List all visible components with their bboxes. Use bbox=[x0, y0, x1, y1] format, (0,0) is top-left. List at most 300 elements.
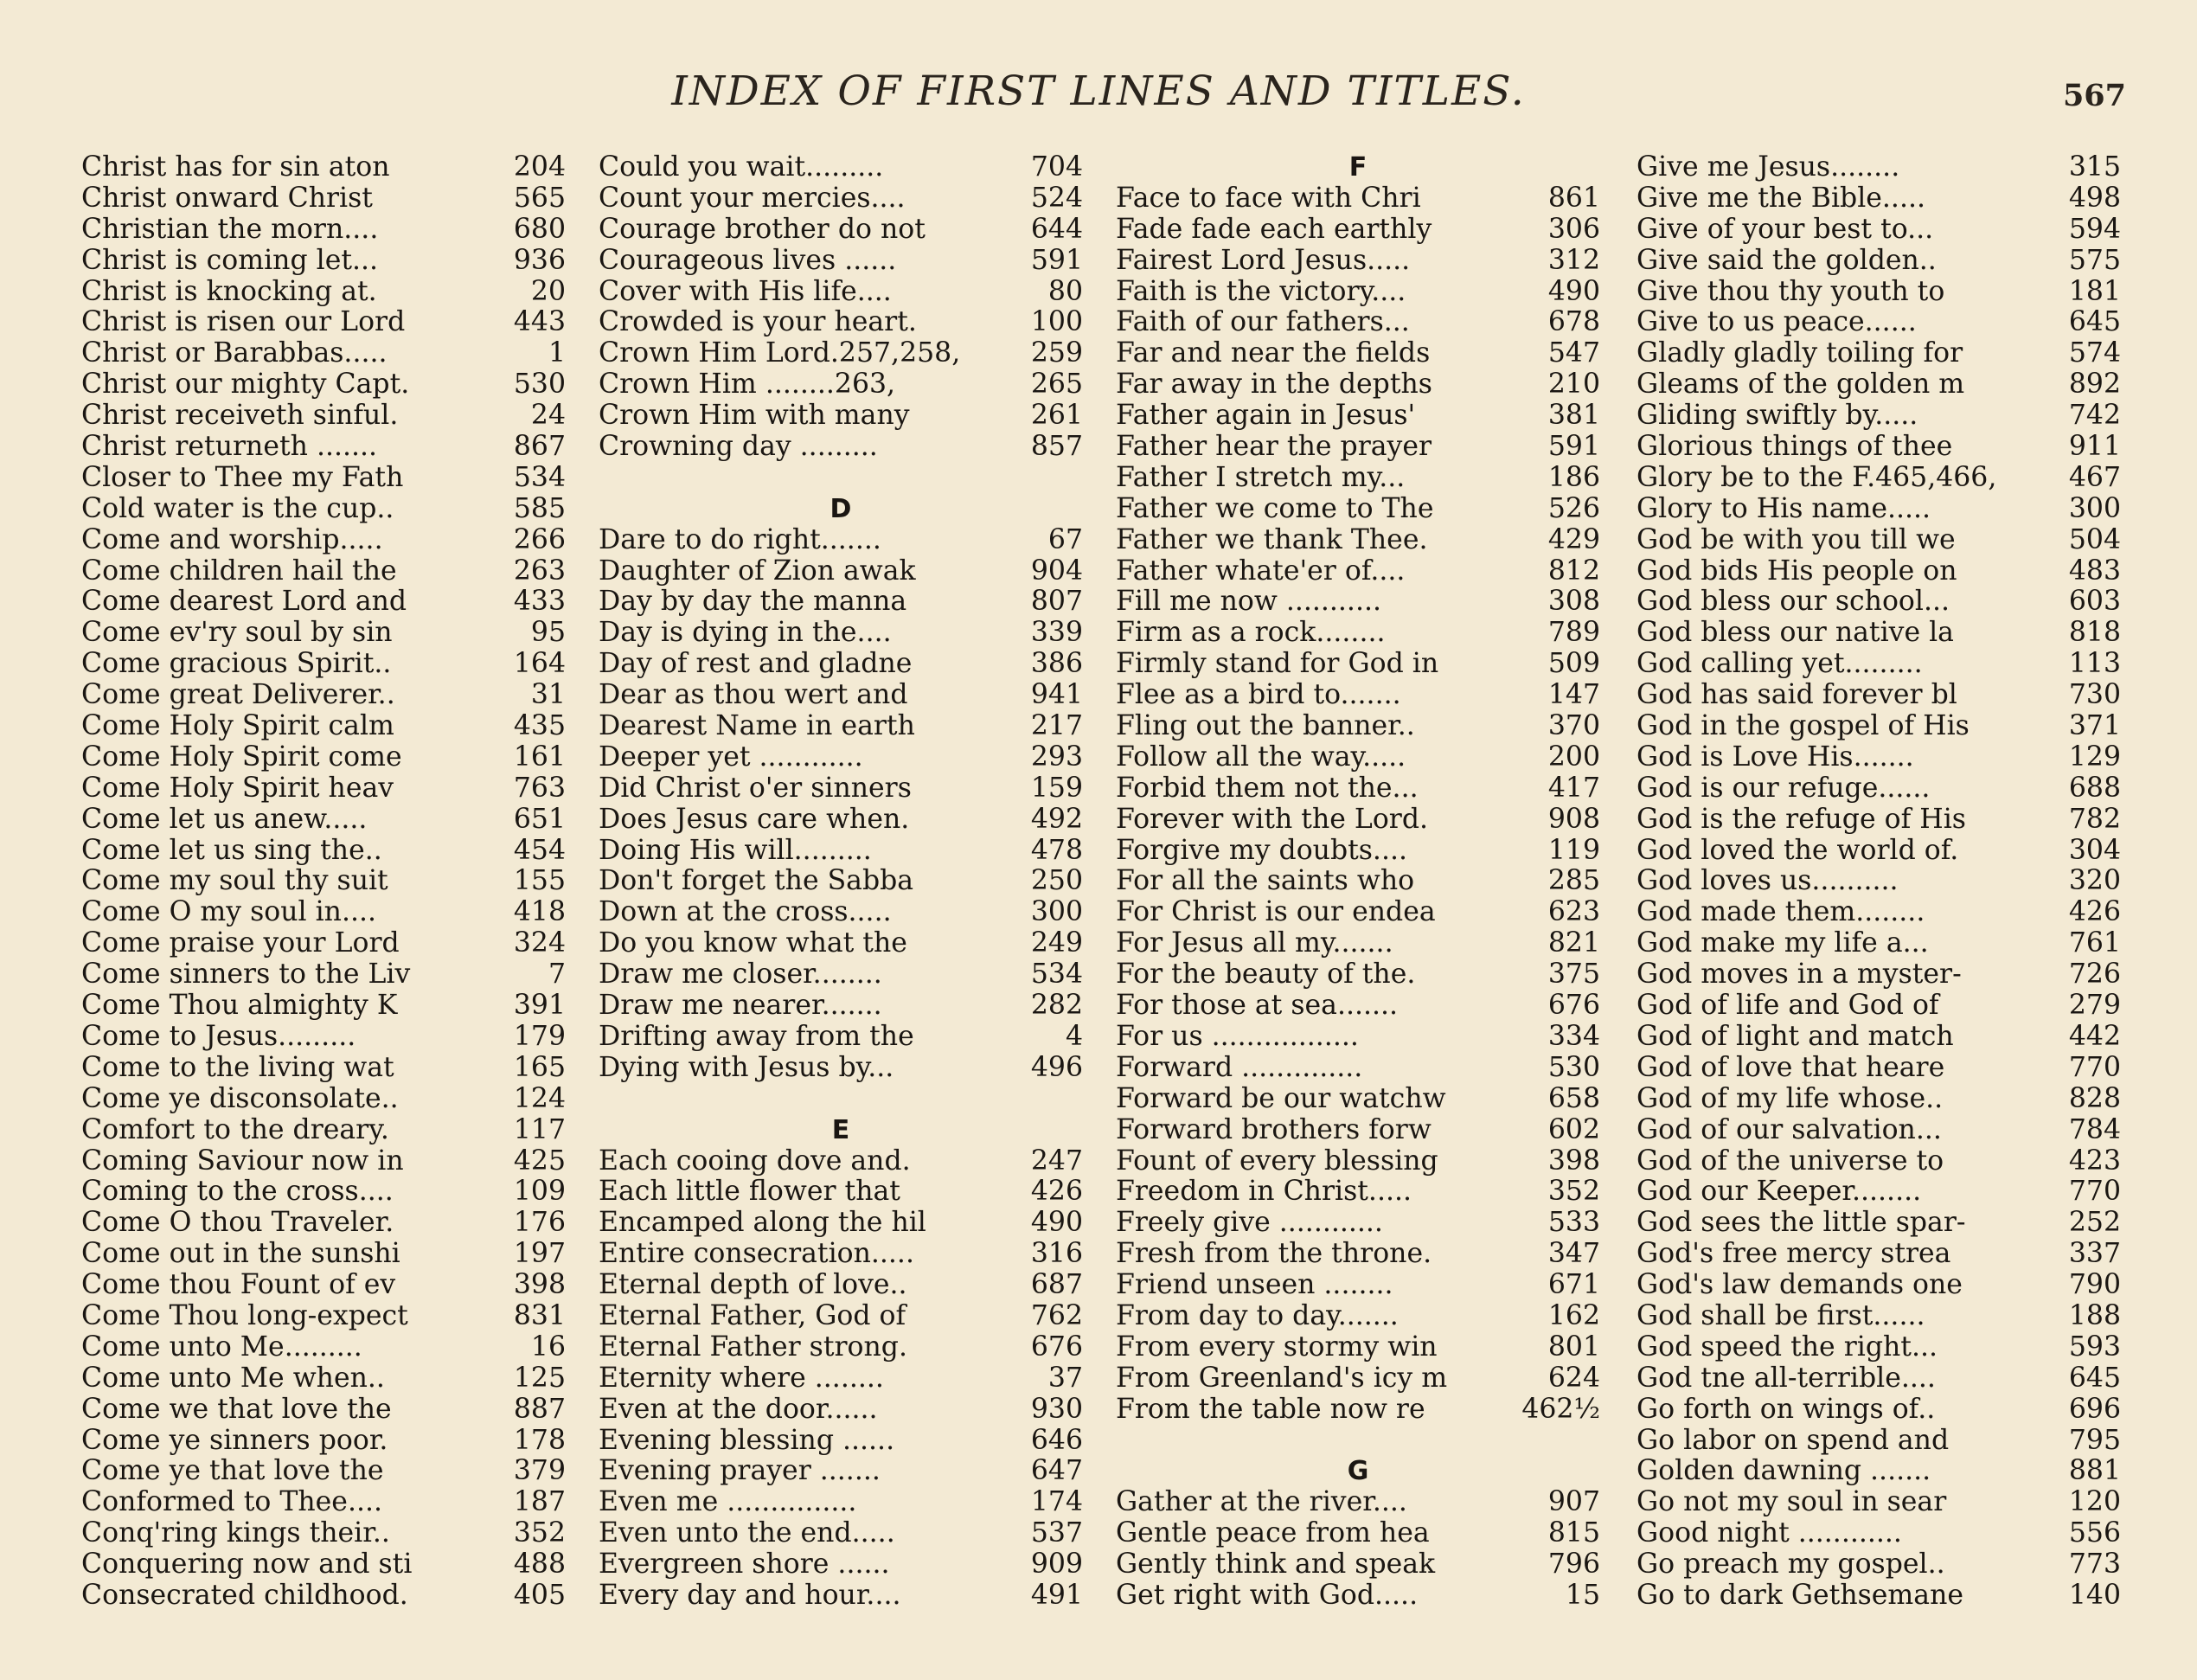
index-entry bbox=[1116, 1395, 1600, 1426]
hymn-number: 429 bbox=[1547, 524, 1600, 555]
hymn-title: Father whate'er of.... bbox=[1116, 555, 1406, 587]
hymn-number: 881 bbox=[2068, 1456, 2121, 1487]
hymn-title: Faith is the victory.... bbox=[1116, 276, 1406, 307]
hymn-title: Does Jesus care when. bbox=[599, 804, 910, 835]
hymn-title: Come Holy Spirit come bbox=[81, 741, 402, 773]
hymn-number: 423 bbox=[2068, 1145, 2121, 1177]
hymn-title: Forward brothers forw bbox=[1116, 1114, 1432, 1145]
hymn-number: 179 bbox=[513, 1021, 566, 1052]
hymn-number: 249 bbox=[1030, 928, 1083, 959]
index-entry bbox=[81, 1581, 566, 1612]
hymn-number: 680 bbox=[513, 214, 566, 245]
index-entry bbox=[1637, 1395, 2121, 1426]
index-entry bbox=[1116, 618, 1600, 649]
hymn-number: 533 bbox=[1547, 1208, 1600, 1239]
hymn-number: 339 bbox=[1030, 618, 1083, 649]
hymn-title: Day of rest and gladne bbox=[599, 649, 913, 680]
hymn-number: 300 bbox=[2068, 493, 2121, 524]
index-entry bbox=[81, 1146, 566, 1177]
index-entry bbox=[81, 836, 566, 867]
index-entry bbox=[81, 525, 566, 556]
index-entry bbox=[81, 1115, 566, 1146]
hymn-number: 426 bbox=[2068, 897, 2121, 928]
hymn-title: Eternity where ........ bbox=[599, 1363, 884, 1394]
hymn-number: 370 bbox=[1547, 711, 1600, 742]
hymn-number: 24 bbox=[530, 401, 566, 432]
hymn-number: 467 bbox=[2068, 462, 2121, 493]
hymn-title: God bless our school... bbox=[1637, 587, 1950, 618]
index-entry bbox=[1637, 463, 2121, 494]
index-entry bbox=[1116, 805, 1600, 836]
hymn-number: 1 bbox=[548, 338, 566, 369]
hymn-title: Fairest Lord Jesus..... bbox=[1116, 245, 1411, 276]
hymn-number: 658 bbox=[1547, 1083, 1600, 1114]
index-entry bbox=[599, 680, 1083, 711]
hymn-number: 645 bbox=[2068, 307, 2121, 338]
hymn-title: For the beauty of the. bbox=[1116, 959, 1416, 991]
index-entry bbox=[1637, 897, 2121, 928]
hymn-number: 807 bbox=[1030, 587, 1083, 618]
index-entry bbox=[1637, 1270, 2121, 1301]
index-entry bbox=[599, 1456, 1083, 1487]
hymn-number: 109 bbox=[513, 1177, 566, 1208]
index-entry bbox=[81, 711, 566, 742]
index-entry bbox=[81, 246, 566, 277]
section-spacer bbox=[1116, 1426, 1600, 1457]
index-entry bbox=[1116, 432, 1600, 463]
index-entry bbox=[81, 805, 566, 836]
hymn-title: From day to day....... bbox=[1116, 1300, 1399, 1331]
hymn-number: 324 bbox=[513, 928, 566, 959]
hymn-title: Come ye that love the bbox=[81, 1456, 384, 1487]
section-letter-f: F bbox=[1348, 152, 1368, 183]
hymn-number: 676 bbox=[1547, 991, 1600, 1022]
hymn-number: 789 bbox=[1547, 618, 1600, 649]
hymn-title: For Christ is our endea bbox=[1116, 897, 1436, 928]
index-entry bbox=[1116, 897, 1600, 928]
index-entry bbox=[1116, 991, 1600, 1022]
hymn-number: 530 bbox=[1547, 1052, 1600, 1083]
index-entry bbox=[1637, 1208, 2121, 1239]
hymn-title: Glorious things of thee bbox=[1637, 432, 1953, 463]
hymn-number: 594 bbox=[2068, 214, 2121, 245]
hymn-number: 320 bbox=[2068, 866, 2121, 897]
hymn-title: Dare to do right....... bbox=[599, 524, 881, 555]
index-entry bbox=[81, 1177, 566, 1208]
index-entry bbox=[1116, 1022, 1600, 1053]
section-letter-e: E bbox=[831, 1114, 850, 1145]
hymn-title: Come ye disconsolate.. bbox=[81, 1083, 399, 1114]
hymn-number: 381 bbox=[1547, 401, 1600, 432]
hymn-number: 704 bbox=[1030, 152, 1083, 183]
hymn-title: Follow all the way..... bbox=[1116, 741, 1406, 773]
hymn-number: 904 bbox=[1030, 555, 1083, 587]
hymn-title: Deeper yet ............ bbox=[599, 741, 863, 773]
hymn-number: 435 bbox=[513, 711, 566, 742]
index-entry bbox=[1637, 959, 2121, 991]
hymn-title: God loved the world of. bbox=[1637, 835, 1959, 866]
index-entry bbox=[81, 494, 566, 525]
hymn-title: For those at sea....... bbox=[1116, 991, 1399, 1022]
index-entry bbox=[1637, 1177, 2121, 1208]
hymn-number: 391 bbox=[513, 991, 566, 1022]
hymn-number: 496 bbox=[1030, 1052, 1083, 1083]
index-entry bbox=[1637, 369, 2121, 401]
hymn-title: Cover with His life.... bbox=[599, 276, 892, 307]
hymn-number: 678 bbox=[1547, 307, 1600, 338]
index-entry bbox=[599, 742, 1083, 773]
index-entry bbox=[599, 587, 1083, 618]
hymn-title: Day is dying in the.... bbox=[599, 618, 892, 649]
hymn-number: 770 bbox=[2068, 1177, 2121, 1208]
index-entry bbox=[1116, 463, 1600, 494]
index-entry bbox=[1637, 587, 2121, 618]
hymn-title: Come sinners to the Liv bbox=[81, 959, 411, 991]
hymn-number: 483 bbox=[2068, 555, 2121, 587]
hymn-title: God calling yet......... bbox=[1637, 649, 1923, 680]
index-entry bbox=[1116, 1581, 1600, 1612]
index-entry bbox=[1637, 991, 2121, 1022]
hymn-number: 159 bbox=[1030, 773, 1083, 804]
index-entry bbox=[1116, 836, 1600, 867]
hymn-title: Conq'ring kings their.. bbox=[81, 1518, 390, 1549]
hymn-title: Dying with Jesus by... bbox=[599, 1052, 894, 1083]
hymn-number: 547 bbox=[1547, 338, 1600, 369]
hymn-number: 418 bbox=[513, 897, 566, 928]
hymn-number: 306 bbox=[1547, 214, 1600, 245]
hymn-title: For all the saints who bbox=[1116, 866, 1415, 897]
index-entry bbox=[1637, 1239, 2121, 1270]
hymn-title: Christ is risen our Lord bbox=[81, 307, 406, 338]
hymn-number: 347 bbox=[1547, 1239, 1600, 1270]
index-column-3 bbox=[1116, 152, 1600, 1612]
hymn-number: 831 bbox=[513, 1300, 566, 1331]
index-entry bbox=[1637, 680, 2121, 711]
section-letter-g: G bbox=[1347, 1456, 1369, 1487]
index-entry bbox=[1116, 556, 1600, 587]
index-entry bbox=[1116, 1363, 1600, 1395]
hymn-number: 113 bbox=[2068, 649, 2121, 680]
hymn-title: Go to dark Gethsemane bbox=[1637, 1580, 1964, 1611]
index-entry bbox=[81, 680, 566, 711]
hymn-title: Friend unseen ........ bbox=[1116, 1270, 1393, 1301]
hymn-title: God speed the right... bbox=[1637, 1331, 1938, 1363]
index-entry bbox=[1637, 1332, 2121, 1363]
index-entry bbox=[1637, 1549, 2121, 1581]
hymn-title: God has said forever bl bbox=[1637, 680, 1957, 711]
hymn-title: Christ is coming let... bbox=[81, 245, 379, 276]
hymn-number: 386 bbox=[1030, 649, 1083, 680]
hymn-number: 646 bbox=[1030, 1425, 1083, 1456]
index-entry bbox=[81, 991, 566, 1022]
hymn-title: Far away in the depths bbox=[1116, 369, 1432, 401]
hymn-title: Crown Him with many bbox=[599, 401, 910, 432]
hymn-number: 490 bbox=[1030, 1208, 1083, 1239]
hymn-title: Drifting away from the bbox=[599, 1021, 914, 1052]
hymn-title: Come to the living wat bbox=[81, 1052, 394, 1083]
hymn-number: 15 bbox=[1565, 1580, 1600, 1611]
hymn-title: From the table now re bbox=[1116, 1394, 1425, 1425]
hymn-title: God be with you till we bbox=[1637, 524, 1956, 555]
hymn-title: Faith of our fathers... bbox=[1116, 307, 1410, 338]
index-entry bbox=[1116, 1518, 1600, 1549]
section-letter-d: D bbox=[829, 493, 852, 524]
hymn-title: Cold water is the cup.. bbox=[81, 493, 394, 524]
hymn-number: 174 bbox=[1030, 1487, 1083, 1518]
index-entry bbox=[1637, 866, 2121, 897]
index-entry bbox=[1637, 1487, 2121, 1518]
hymn-title: Come great Deliverer.. bbox=[81, 680, 395, 711]
index-entry bbox=[81, 1395, 566, 1426]
hymn-title: Christian the morn.... bbox=[81, 214, 379, 245]
index-entry bbox=[599, 805, 1083, 836]
index-entry bbox=[81, 432, 566, 463]
hymn-title: Dearest Name in earth bbox=[599, 711, 915, 742]
hymn-title: God tne all-terrible.... bbox=[1637, 1363, 1936, 1394]
hymn-number: 197 bbox=[513, 1239, 566, 1270]
hymn-title: Gently think and speak bbox=[1116, 1549, 1436, 1581]
hymn-number: 488 bbox=[513, 1549, 566, 1581]
index-entry bbox=[1637, 1581, 2121, 1612]
index-entry bbox=[599, 1518, 1083, 1549]
hymn-number: 796 bbox=[1547, 1549, 1600, 1581]
hymn-number: 100 bbox=[1030, 307, 1083, 338]
hymn-number: 334 bbox=[1547, 1021, 1600, 1052]
hymn-title: Eternal Father strong. bbox=[599, 1331, 907, 1363]
hymn-number: 186 bbox=[1547, 462, 1600, 493]
hymn-title: Every day and hour.... bbox=[599, 1580, 901, 1611]
index-entry bbox=[599, 866, 1083, 897]
index-entry bbox=[599, 1363, 1083, 1395]
hymn-title: Closer to Thee my Fath bbox=[81, 462, 404, 493]
hymn-number: 861 bbox=[1547, 183, 1600, 214]
hymn-number: 265 bbox=[1030, 369, 1083, 401]
hymn-title: Give of your best to... bbox=[1637, 214, 1934, 245]
hymn-number: 492 bbox=[1030, 804, 1083, 835]
hymn-number: 20 bbox=[530, 276, 566, 307]
index-entry bbox=[1116, 1115, 1600, 1146]
hymn-number: 730 bbox=[2068, 680, 2121, 711]
hymn-title: Good night ............ bbox=[1637, 1518, 1902, 1549]
hymn-number: 524 bbox=[1030, 183, 1083, 214]
index-entry bbox=[599, 773, 1083, 805]
hymn-number: 591 bbox=[1030, 245, 1083, 276]
hymn-title: God of life and God of bbox=[1637, 991, 1939, 1022]
hymn-number: 210 bbox=[1547, 369, 1600, 401]
index-entry bbox=[599, 307, 1083, 338]
index-entry bbox=[1116, 183, 1600, 215]
index-entry bbox=[1116, 338, 1600, 369]
hymn-title: God's law demands one bbox=[1637, 1270, 1963, 1301]
index-entry bbox=[599, 991, 1083, 1022]
index-entry bbox=[1116, 1208, 1600, 1239]
index-entry bbox=[599, 1177, 1083, 1208]
index-entry bbox=[599, 432, 1083, 463]
hymn-number: 247 bbox=[1030, 1145, 1083, 1177]
index-entry bbox=[1637, 432, 2121, 463]
hymn-number: 129 bbox=[2068, 741, 2121, 773]
index-entry bbox=[1116, 246, 1600, 277]
index-entry bbox=[599, 897, 1083, 928]
hymn-title: Come ye sinners poor. bbox=[81, 1425, 388, 1456]
hymn-title: Give me the Bible..... bbox=[1637, 183, 1925, 214]
hymn-number: 671 bbox=[1547, 1270, 1600, 1301]
hymn-title: Courage brother do not bbox=[599, 214, 926, 245]
hymn-number: 259 bbox=[1030, 338, 1083, 369]
hymn-title: Come praise your Lord bbox=[81, 928, 400, 959]
index-entry bbox=[81, 152, 566, 183]
hymn-title: Conquering now and sti bbox=[81, 1549, 413, 1581]
hymn-number: 200 bbox=[1547, 741, 1600, 773]
hymn-title: God moves in a myster- bbox=[1637, 959, 1962, 991]
index-entry bbox=[1637, 836, 2121, 867]
hymn-title: Draw me closer........ bbox=[599, 959, 882, 991]
index-entry bbox=[1637, 1053, 2121, 1084]
index-entry bbox=[1637, 1084, 2121, 1115]
hymn-number: 930 bbox=[1030, 1394, 1083, 1425]
hymn-title: Go labor on spend and bbox=[1637, 1425, 1950, 1456]
index-entry bbox=[599, 338, 1083, 369]
hymn-title: Flee as a bird to....... bbox=[1116, 680, 1401, 711]
index-entry bbox=[1116, 1332, 1600, 1363]
index-entry bbox=[1116, 401, 1600, 432]
hymn-number: 770 bbox=[2068, 1052, 2121, 1083]
hymn-number: 398 bbox=[513, 1270, 566, 1301]
index-entry bbox=[81, 1518, 566, 1549]
hymn-title: Christ is knocking at. bbox=[81, 276, 377, 307]
index-entry bbox=[599, 1332, 1083, 1363]
index-entry bbox=[81, 1084, 566, 1115]
hymn-number: 936 bbox=[513, 245, 566, 276]
index-entry bbox=[599, 1549, 1083, 1581]
index-entry bbox=[1637, 215, 2121, 246]
hymn-title: Conformed to Thee.... bbox=[81, 1487, 382, 1518]
hymn-title: Come and worship..... bbox=[81, 524, 383, 555]
index-entry bbox=[1116, 959, 1600, 991]
hymn-number: 398 bbox=[1547, 1145, 1600, 1177]
index-entry bbox=[1116, 1239, 1600, 1270]
index-entry bbox=[1637, 401, 2121, 432]
index-entry bbox=[599, 246, 1083, 277]
hymn-number: 405 bbox=[513, 1580, 566, 1611]
hymn-title: God bids His people on bbox=[1637, 555, 1957, 587]
hymn-title: Come children hail the bbox=[81, 555, 397, 587]
index-entry bbox=[599, 369, 1083, 401]
hymn-title: Firmly stand for God in bbox=[1116, 649, 1439, 680]
hymn-title: Come unto Me......... bbox=[81, 1331, 362, 1363]
hymn-title: Crowning day ......... bbox=[599, 432, 878, 463]
hymn-number: 530 bbox=[513, 369, 566, 401]
hymn-title: Father again in Jesus' bbox=[1116, 401, 1416, 432]
index-entry bbox=[599, 401, 1083, 432]
hymn-number: 726 bbox=[2068, 959, 2121, 991]
hymn-title: God of light and match bbox=[1637, 1021, 1954, 1052]
hymn-number: 908 bbox=[1547, 804, 1600, 835]
hymn-title: God of the universe to bbox=[1637, 1145, 1944, 1177]
index-entry bbox=[1116, 369, 1600, 401]
index-entry bbox=[599, 1239, 1083, 1270]
hymn-number: 534 bbox=[1030, 959, 1083, 991]
hymn-title: Glory to His name..... bbox=[1637, 493, 1931, 524]
hymn-number: 417 bbox=[1547, 773, 1600, 804]
index-entry bbox=[599, 183, 1083, 215]
index-entry bbox=[1637, 277, 2121, 308]
hymn-number: 651 bbox=[513, 804, 566, 835]
hymn-title: Crowded is your heart. bbox=[599, 307, 917, 338]
hymn-title: God loves us.......... bbox=[1637, 866, 1899, 897]
hymn-title: Even me ............... bbox=[599, 1487, 857, 1518]
hymn-number: 857 bbox=[1030, 432, 1083, 463]
hymn-title: Crown Him ........263, bbox=[599, 369, 896, 401]
hymn-title: Doing His will......... bbox=[599, 835, 872, 866]
index-entry bbox=[1116, 1301, 1600, 1332]
index-entry bbox=[1637, 152, 2121, 183]
index-entry bbox=[599, 1146, 1083, 1177]
hymn-number: 162 bbox=[1547, 1300, 1600, 1331]
hymn-title: Come Thou almighty K bbox=[81, 991, 398, 1022]
index-entry bbox=[81, 183, 566, 215]
hymn-number: 565 bbox=[513, 183, 566, 214]
index-column-1 bbox=[81, 152, 566, 1612]
hymn-number: 556 bbox=[2068, 1518, 2121, 1549]
hymn-title: Give said the golden.. bbox=[1637, 245, 1937, 276]
hymn-number: 252 bbox=[2068, 1208, 2121, 1239]
index-entry bbox=[599, 1270, 1083, 1301]
hymn-number: 140 bbox=[2068, 1580, 2121, 1611]
index-entry bbox=[81, 369, 566, 401]
index-entry bbox=[81, 463, 566, 494]
hymn-title: God of love that heare bbox=[1637, 1052, 1945, 1083]
hymn-number: 454 bbox=[513, 835, 566, 866]
hymn-title: Come Holy Spirit calm bbox=[81, 711, 394, 742]
index-entry bbox=[81, 587, 566, 618]
hymn-number: 352 bbox=[513, 1518, 566, 1549]
index-entry bbox=[599, 1581, 1083, 1612]
hymn-number: 687 bbox=[1030, 1270, 1083, 1301]
hymn-number: 352 bbox=[1547, 1177, 1600, 1208]
hymn-title: Freedom in Christ..... bbox=[1116, 1177, 1412, 1208]
hymn-number: 279 bbox=[2068, 991, 2121, 1022]
hymn-title: Each cooing dove and. bbox=[599, 1145, 911, 1177]
index-entry bbox=[599, 525, 1083, 556]
hymn-title: Glory be to the F.465,466, bbox=[1637, 462, 1997, 493]
hymn-title: God shall be first...... bbox=[1637, 1300, 1925, 1331]
hymn-number: 773 bbox=[2068, 1549, 2121, 1581]
hymn-number: 818 bbox=[2068, 618, 2121, 649]
index-entry bbox=[599, 1487, 1083, 1518]
hymn-title: Father we thank Thee. bbox=[1116, 524, 1428, 555]
hymn-number: 462½ bbox=[1521, 1394, 1600, 1425]
hymn-number: 821 bbox=[1547, 928, 1600, 959]
index-entry bbox=[81, 742, 566, 773]
hymn-number: 147 bbox=[1547, 680, 1600, 711]
hymn-number: 782 bbox=[2068, 804, 2121, 835]
hymn-number: 308 bbox=[1547, 587, 1600, 618]
hymn-number: 217 bbox=[1030, 711, 1083, 742]
hymn-number: 375 bbox=[1547, 959, 1600, 991]
index-entry bbox=[1637, 649, 2121, 680]
hymn-title: Did Christ o'er sinners bbox=[599, 773, 912, 804]
hymn-number: 379 bbox=[513, 1456, 566, 1487]
hymn-number: 316 bbox=[1030, 1239, 1083, 1270]
hymn-number: 285 bbox=[1547, 866, 1600, 897]
index-column-4 bbox=[1637, 152, 2121, 1612]
hymn-number: 4 bbox=[1065, 1021, 1083, 1052]
index-entry bbox=[1637, 1022, 2121, 1053]
index-entry bbox=[1637, 618, 2121, 649]
hymn-title: Come dearest Lord and bbox=[81, 587, 407, 618]
hymn-title: Evergreen shore ...... bbox=[599, 1549, 890, 1581]
